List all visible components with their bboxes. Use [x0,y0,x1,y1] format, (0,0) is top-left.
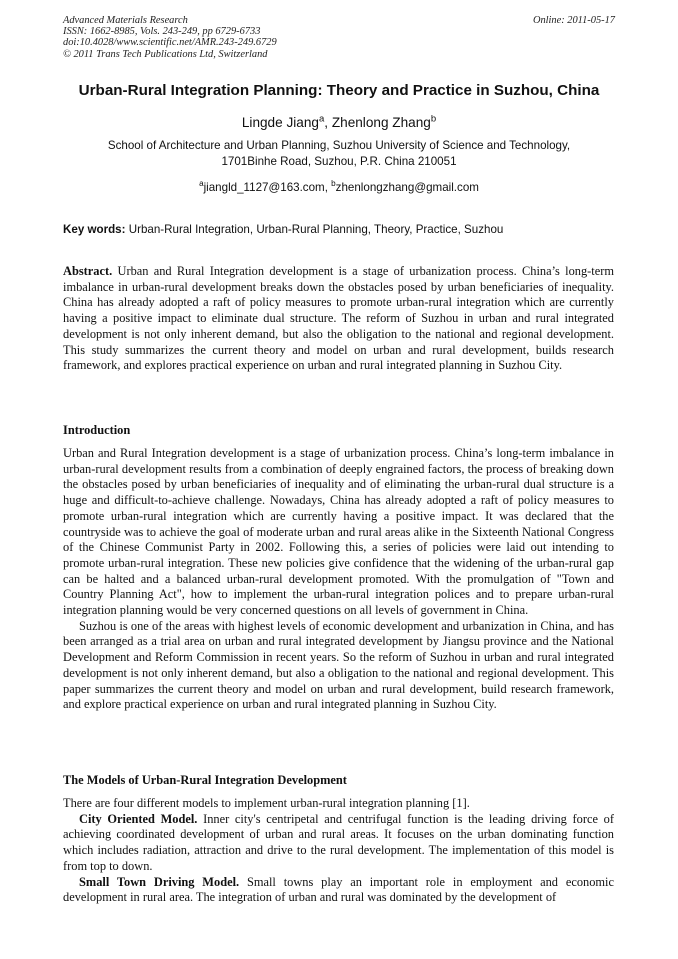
affiliation [60,138,618,170]
doi-line[interactable]: doi:10.4028/www.scientific.net/AMR.243-249.6729 [63,37,277,49]
keywords-label: Key words: [63,223,126,236]
abstract [63,264,614,374]
author-name: Zhenlong Zhang [331,115,431,130]
section-heading: The Models of Urban-Rural Integration Development [63,773,347,787]
model-label: Small Town Driving Model. [79,874,240,889]
email-link[interactable]: zhenlongzhang@gmail.com [335,181,479,194]
paragraph: Urban and Rural Integration development is a stage of urbanization process. China’s long-term imbalance in urban-rural development results from a combination of deeply engrained factors, the process of breaking down the obstacles posed by urban beneficiaries of inequality and of eliminating the urban-rural dual structure is a huge and difficult-to-achieve challenge. Nowadays, China has already adopted a raft of policy measures to promote urban-rural integration which are currently having a positive impact. It was declared that the countryside was to achieve the goal of moderate urban and rural areas alike in the Sixteenth National Congress of the Chinese Communist Party in 2002. Following this, a series of policies were laid out intending to promote urban-rural integration. These new policies give confidence that the widening of the urban-rural gap can be halted and a balanced urban-rural development promoted. With the promulgation of "Town and Country Planning Act", how to implement the urban-rural integration polices and to prepare urban-rural integration planning would be very concerned questions on all levels of government in China. [63,446,614,618]
online-date: Online: 2011-05-17 [532,15,615,26]
journal-header [63,15,615,60]
paragraph: Suzhou is one of the areas with highest levels of economic development and urbanization in China, and has been arranged as a trial area on urban and rural integrated development by Jiangsu province and the National Development and Reform Commission in recent years. So the reform of Suzhou in urban and rural integrated development is not only inherent demand, but also a obligation to the national and regional development. This paper summarizes the current theory and model on urban and rural development, build research framework, and explore practical experience on urban and rural integrated planning in Suzhou City. [63,618,614,712]
abstract-label: Abstract. [63,264,113,278]
affiliation-marker: b [430,113,437,125]
journal-name: Advanced Materials Research [63,15,188,26]
abstract-text: Urban and Rural Integration development is a stage of urbanization process. China’s long-term imbalance in urban-rural development breaks down the obstacles posed by urban beneficiaries of inequality. China has already adopted a raft of policy measures to promote urban-rural integration which are currently having a positive impact to eliminate dual structure. The reform of Suzhou in urban and rural integrated development is not only inherent demand, but also the obligation to the national and regional development. This study summarizes the current theory and model on urban and rural development, builds research framework, and explores practical experience on urban and rural integrated planning in Suzhou City. [63,264,614,373]
section-heading: Introduction [63,423,131,437]
keywords-text: Urban-Rural Integration, Urban-Rural Planning, Theory, Practice, Suzhou [125,223,504,236]
models-body [63,796,614,906]
copyright-line: © 2011 Trans Tech Publications Ltd, Switzerland [63,48,268,60]
affiliation-line: School of Architecture and Urban Planning, Suzhou University of Science and Technology, [107,139,571,152]
issn-line: ISSN: 1662-8985, Vols. 243-249, pp 6729-6733 [63,26,261,38]
author-emails [40,180,638,196]
paragraph [63,875,614,906]
paragraph [63,812,614,875]
keywords [63,222,615,238]
email-marker: b [331,179,336,189]
model-text: Small towns play an important role in employment and economic development in rural area. The integration of urban and rural was dominated by the development of [63,874,614,905]
author-list [40,114,638,132]
paper-title: Urban-Rural Integration Planning: Theory and Practice in Suzhou, China [78,82,600,99]
model-label: City Oriented Model. [79,811,198,826]
affiliation-marker: a [318,113,325,125]
affiliation-line: 1701Binhe Road, Suzhou, P.R. China 210051 [221,155,457,168]
author-separator: , [324,115,332,130]
paragraph: There are four different models to implement urban-rural integration planning [1]. [63,796,470,810]
email-marker: a [199,179,204,189]
email-link[interactable]: jiangld_1127@163.com, [203,181,332,194]
model-text: Inner city's centripetal and centrifugal function is the leading driving force of achieving coordinated development of urban and rural areas. It focuses on the urban dominating function which includes radiation, attraction and drive to the rural development. The implementation of this model is from top to down. [63,811,615,873]
author-name: Lingde Jiang [241,115,319,130]
introduction-body [63,446,614,713]
